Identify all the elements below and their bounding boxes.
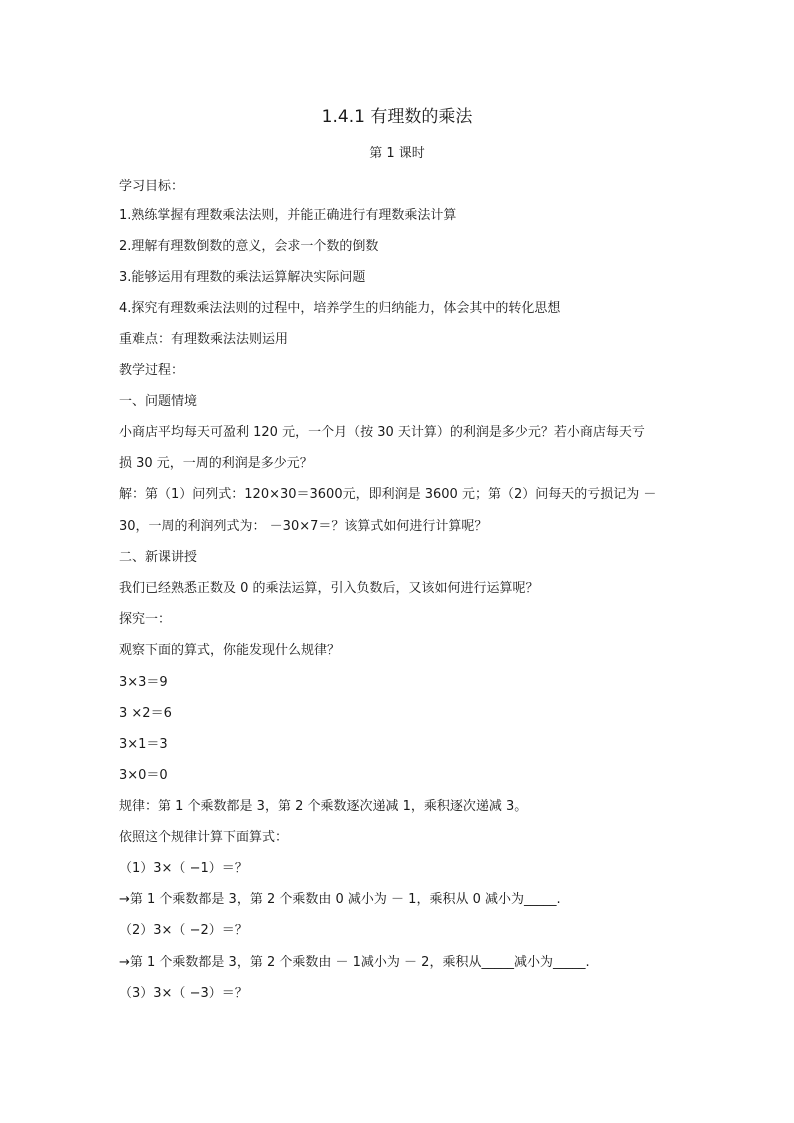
text-line: 3.能够运用有理数的乘法运算解决实际问题	[119, 270, 366, 285]
text-line: 规律：第 1 个乘数都是 3，第 2 个乘数逐次递减 1，乘积逐次递减 3。	[119, 799, 528, 814]
lesson-subtitle: 第 1 课时	[369, 146, 425, 161]
document-title: 1.4.1 有理数的乘法	[321, 107, 473, 127]
text-line: 依照这个规律计算下面算式：	[119, 830, 289, 845]
text-line: 教学过程：	[119, 363, 185, 378]
equation-line: （3）3×（ −3）＝？	[119, 986, 248, 1001]
text-line: 探究一：	[119, 612, 172, 627]
text-line: 30，一周的利润列式为： －30×7＝？该算式如何进行计算呢？	[119, 519, 488, 534]
text-line: 重难点：有理数乘法法则运用	[119, 332, 289, 347]
section-heading: 二、新课讲授	[119, 550, 198, 565]
equation-line: （2）3×（ −2）＝？	[119, 923, 248, 938]
text-line: 小商店平均每天可盈利 120 元，一个月（按 30 天计算）的利润是多少元？若小商店每天亏	[119, 425, 645, 440]
section-heading: 一、问题情境	[119, 394, 198, 409]
equation-line: 3×0＝0	[119, 768, 168, 783]
text-line: →第 1 个乘数都是 3，第 2 个乘数由 0 减小为 － 1，乘积从 0 减小为_____.	[119, 892, 561, 907]
text-line: 解：第（1）问列式：120×30＝3600元，即利润是 3600 元；第（2）问每天的亏损记为 －	[119, 487, 657, 502]
text-line: 学习目标：	[119, 179, 185, 194]
text-line: →第 1 个乘数都是 3，第 2 个乘数由 － 1减小为 － 2，乘积从_____减小为_____.	[119, 955, 590, 970]
text-line: 观察下面的算式，你能发现什么规律？	[119, 643, 341, 658]
text-line: 2.理解有理数倒数的意义，会求一个数的倒数	[119, 239, 379, 254]
text-line: 我们已经熟悉正数及 0 的乘法运算，引入负数后，又该如何进行运算呢？	[119, 581, 539, 596]
equation-line: 3×1＝3	[119, 737, 168, 752]
equation-line: 3 ×2＝6	[119, 706, 172, 721]
equation-line: 3×3＝9	[119, 675, 168, 690]
equation-line: （1）3×（ −1）＝？	[119, 861, 248, 876]
text-line: 损 30 元，一周的利润是多少元？	[119, 456, 313, 471]
text-line: 1.熟练掌握有理数乘法法则，并能正确进行有理数乘法计算	[119, 208, 457, 223]
text-line: 4.探究有理数乘法法则的过程中，培养学生的归纳能力，体会其中的转化思想	[119, 301, 561, 316]
